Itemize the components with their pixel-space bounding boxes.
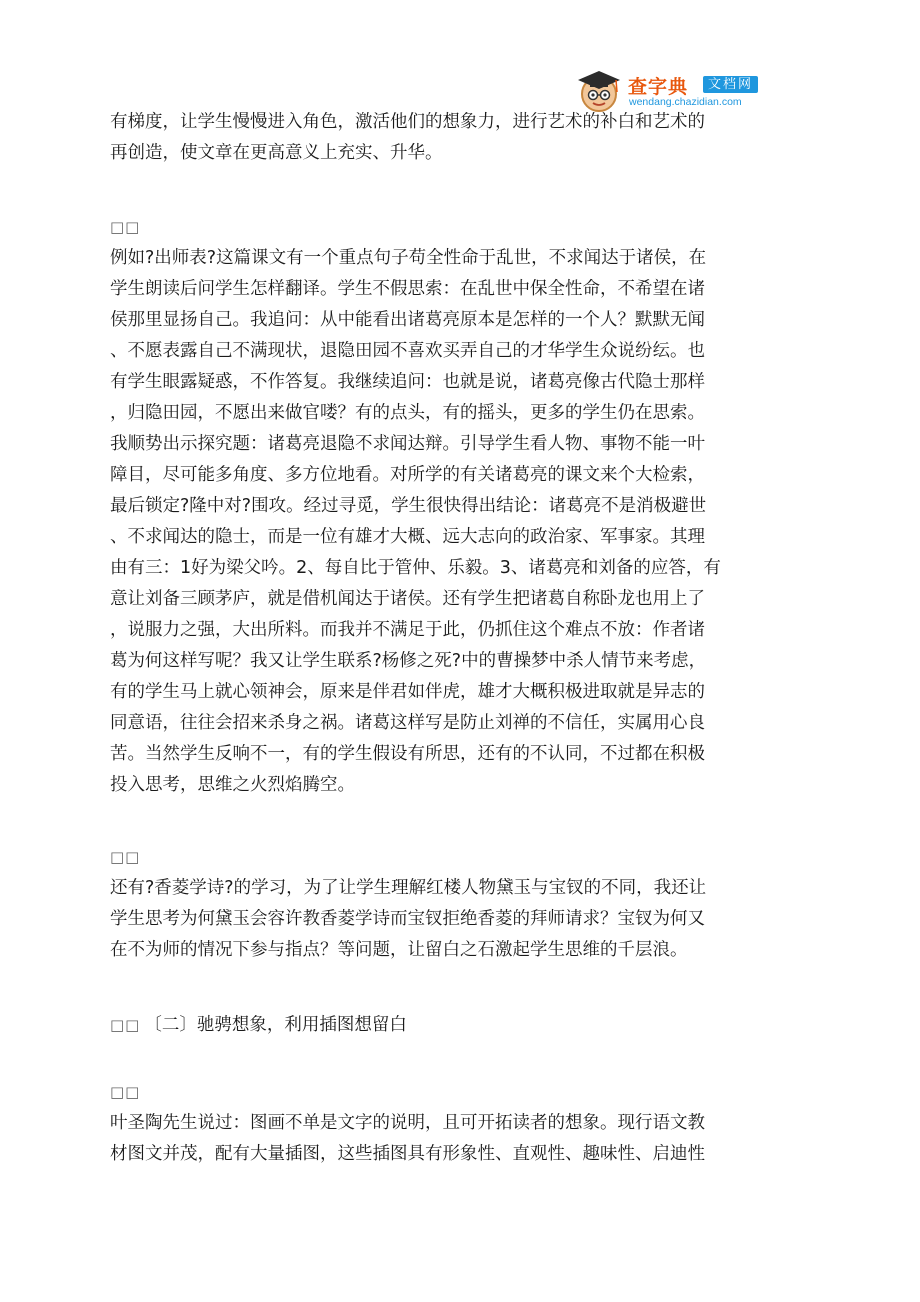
text-line: 同意语，往往会招来杀身之祸。诸葛这样写是防止刘禅的不信任，实属用心良 [110, 713, 705, 733]
text-line: 意让刘备三顾茅庐，就是借机闻达于诸侯。还有学生把诸葛自称卧龙也用上了 [110, 589, 705, 609]
logo-name: 查字典 [628, 76, 689, 98]
paragraph-intro-continued [110, 107, 816, 169]
text-line: 材图文并茂，配有大量插图，这些插图具有形象性、直观性、趣味性、启迪性 [110, 1144, 705, 1164]
text-line: 学生朗读后问学生怎样翻译。学生不假思索：在乱世中保全性命，不希望在诸 [110, 279, 705, 299]
text-line: ，归隐田园，不愿出来做官喽？有的点头，有的摇头，更多的学生仍在思索。 [110, 403, 705, 423]
text-line: 叶圣陶先生说过：图画不单是文字的说明，且可开拓读者的想象。现行语文教 [110, 1113, 705, 1133]
logo-url[interactable]: wendang.chazidian.com [629, 96, 742, 108]
paragraph-illustrations [110, 1077, 816, 1170]
paragraph-marker: □□ [110, 218, 141, 236]
paragraph-xiangling-example [110, 842, 816, 966]
text-line: 由有三：1好为梁父吟。2、每自比于管仲、乐毅。3、诸葛亮和刘备的应答，有 [110, 558, 721, 578]
text-line: 最后锁定?隆中对?围攻。经过寻觅，学生很快得出结论：诸葛亮不是消极避世 [110, 496, 707, 516]
paragraph-chushibiao-example [110, 212, 816, 801]
text-line: 葛为何这样写呢？我又让学生联系?杨修之死?中的曹操梦中杀人情节来考虑， [110, 651, 707, 671]
text-line: 有的学生马上就心领神会，原来是伴君如伴虎，雄才大概积极进取就是异志的 [110, 682, 705, 702]
paragraph-marker: □□ [110, 848, 141, 866]
text-line: 障目，尽可能多角度、多方位地看。对所学的有关诸葛亮的课文来个大检索， [110, 465, 705, 485]
text-line: 投入思考，思维之火烈焰腾空。 [110, 775, 355, 795]
text-line: 我顺势出示探究题：诸葛亮退隐不求闻达辩。引导学生看人物、事物不能一叶 [110, 434, 705, 454]
text-line: ，说服力之强，大出所料。而我并不满足于此，仍抓住这个难点不放：作者诸 [110, 620, 705, 640]
logo-tag: 文档网 [703, 76, 758, 93]
text-line: 学生思考为何黛玉会容许教香菱学诗而宝钗拒绝香菱的拜师请求？宝钗为何又 [110, 909, 705, 929]
heading-text: 〔二〕驰骋想象，利用插图想留白 [144, 1015, 407, 1035]
text-line: 、不求闻达的隐士，而是一位有雄才大概、远大志向的政治家、军事家。其理 [110, 527, 705, 547]
text-line: 苦。当然学生反响不一，有的学生假设有所思，还有的不认同，不过都在积极 [110, 744, 705, 764]
paragraph-marker: □□ [110, 1083, 141, 1101]
text-line: 还有?香菱学诗?的学习，为了让学生理解红楼人物黛玉与宝钗的不同，我还让 [110, 878, 707, 898]
text-line: 有学生眼露疑惑，不作答复。我继续追问：也就是说，诸葛亮像古代隐士那样 [110, 372, 705, 392]
heading-marker: □□ [110, 1016, 141, 1034]
document-body [110, 107, 816, 1170]
text-line: 在不为师的情况下参与指点？等问题，让留白之石激起学生思维的千层浪。 [110, 940, 688, 960]
text-line: 、不愿表露自己不满现状，退隐田园不喜欢买弄自己的才华学生众说纷纭。也 [110, 341, 705, 361]
text-line: 例如?出师表?这篇课文有一个重点句子苟全性命于乱世，不求闻达于诸侯，在 [110, 248, 707, 268]
text-line: 侯那里显扬自己。我追问：从中能看出诸葛亮原本是怎样的一个人？默默无闻 [110, 310, 705, 330]
text-line: 有梯度，让学生慢慢进入角色，激活他们的想象力，进行艺术的补白和艺术的 [110, 112, 705, 132]
text-line: 再创造，使文章在更高意义上充实、升华。 [110, 143, 443, 163]
section-heading [110, 1010, 816, 1041]
